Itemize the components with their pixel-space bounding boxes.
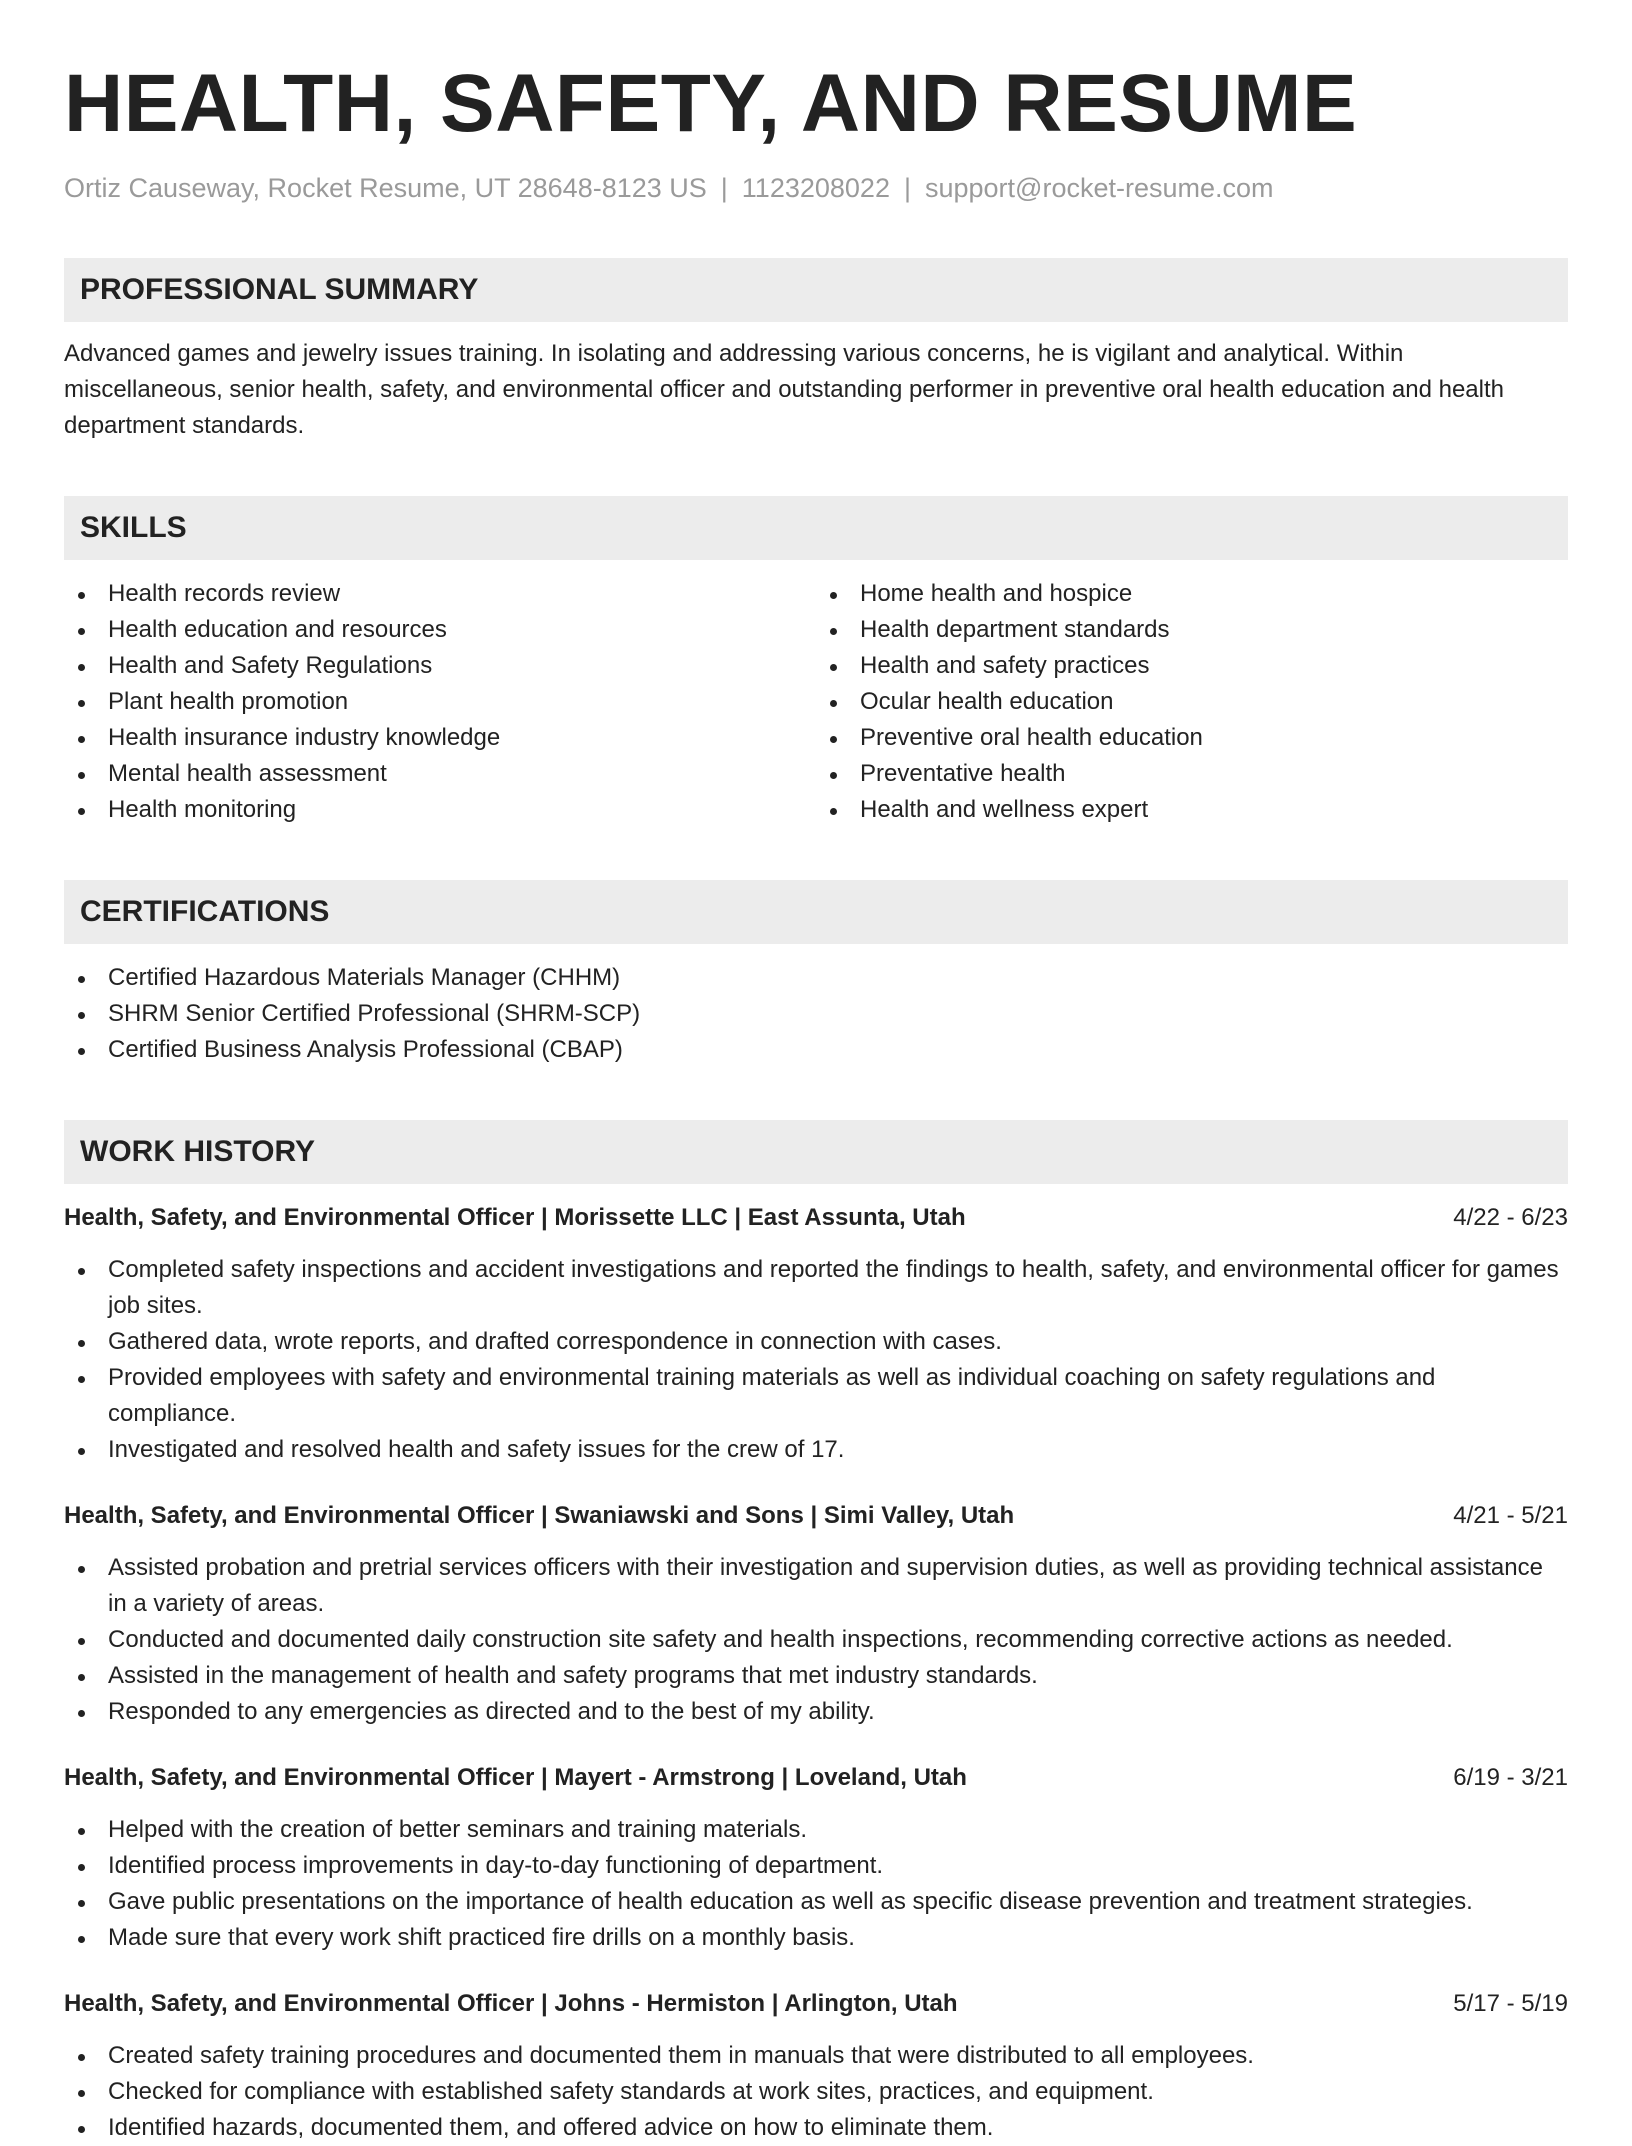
skill-item: Ocular health education [816, 684, 1568, 720]
job-bullets [64, 1550, 1568, 1730]
contact-line [64, 170, 1568, 206]
skills-column-right [816, 576, 1568, 828]
skill-item: Home health and hospice [816, 576, 1568, 612]
job-title: Health, Safety, and Environmental Officer | Swaniawski and Sons | Simi Valley, Utah [64, 1502, 1015, 1529]
section-header-skills: SKILLS [64, 496, 1568, 560]
job-entry [64, 1986, 1568, 2146]
job-bullet: Assisted in the management of health and safety programs that met industry standards. [64, 1658, 1568, 1694]
skills-column-left [64, 576, 816, 828]
skill-item: Health and Safety Regulations [64, 648, 816, 684]
job-entry [64, 1498, 1568, 1730]
contact-email: support@rocket-resume.com [924, 173, 1274, 203]
contact-phone: 1123208022 [741, 173, 890, 203]
job-bullet: Identified hazards, documented them, and offered advice on how to eliminate them. [64, 2110, 1568, 2146]
skill-item: Plant health promotion [64, 684, 816, 720]
job-dates: 4/21 - 5/21 [1453, 1502, 1568, 1529]
job-bullet: Created safety training procedures and documented them in manuals that were distributed to all employees. [64, 2038, 1568, 2074]
job-bullet: Helped with the creation of better seminars and training materials. [64, 1812, 1568, 1848]
contact-separator: | [903, 173, 911, 203]
certification-item: SHRM Senior Certified Professional (SHRM-SCP) [64, 996, 1568, 1032]
job-header [64, 1760, 1568, 1796]
skill-item: Preventative health [816, 756, 1568, 792]
job-bullets [64, 2038, 1568, 2146]
job-bullet: Responded to any emergencies as directed and to the best of my ability. [64, 1694, 1568, 1730]
skill-item: Health insurance industry knowledge [64, 720, 816, 756]
job-title: Health, Safety, and Environmental Officer | Morissette LLC | East Assunta, Utah [64, 1204, 966, 1231]
job-entry [64, 1200, 1568, 1468]
job-title: Health, Safety, and Environmental Officer | Johns - Hermiston | Arlington, Utah [64, 1990, 958, 2017]
section-header-summary: PROFESSIONAL SUMMARY [64, 258, 1568, 322]
certification-item: Certified Business Analysis Professional (CBAP) [64, 1032, 1568, 1068]
job-header [64, 1986, 1568, 2022]
job-dates: 4/22 - 6/23 [1453, 1204, 1568, 1231]
job-bullet: Provided employees with safety and environmental training materials as well as individual coaching on safety regulations and compliance. [64, 1360, 1568, 1432]
skill-item: Mental health assessment [64, 756, 816, 792]
job-bullets [64, 1812, 1568, 1956]
skill-item: Health department standards [816, 612, 1568, 648]
job-bullets [64, 1252, 1568, 1468]
job-bullet: Gave public presentations on the importance of health education as well as specific disease prevention and treatment strategies. [64, 1884, 1568, 1920]
contact-separator: | [720, 173, 728, 203]
skill-item: Health monitoring [64, 792, 816, 828]
job-bullet: Made sure that every work shift practiced fire drills on a monthly basis. [64, 1920, 1568, 1956]
certification-item: Certified Hazardous Materials Manager (CHHM) [64, 960, 1568, 996]
job-dates: 5/17 - 5/19 [1453, 1990, 1568, 2017]
job-bullet: Identified process improvements in day-to-day functioning of department. [64, 1848, 1568, 1884]
job-bullet: Investigated and resolved health and safety issues for the crew of 17. [64, 1432, 1568, 1468]
section-header-work-history: WORK HISTORY [64, 1120, 1568, 1184]
skill-item: Preventive oral health education [816, 720, 1568, 756]
section-header-certifications: CERTIFICATIONS [64, 880, 1568, 944]
job-bullet: Gathered data, wrote reports, and drafted correspondence in connection with cases. [64, 1324, 1568, 1360]
job-header [64, 1200, 1568, 1236]
skill-item: Health and wellness expert [816, 792, 1568, 828]
job-header [64, 1498, 1568, 1534]
skill-item: Health records review [64, 576, 816, 612]
contact-address: Ortiz Causeway, Rocket Resume, UT 28648-8123 US [64, 173, 707, 203]
job-bullet: Assisted probation and pretrial services officers with their investigation and supervision duties, as well as providing technical assistance in a variety of areas. [64, 1550, 1568, 1622]
summary-text: Advanced games and jewelry issues training. In isolating and addressing various concerns, he is vigilant and analytical. Within miscellaneous, senior health, safety, and environmental officer and outstanding performer in preventive oral health education and health department standards. [64, 340, 1504, 439]
certifications-list [64, 960, 1568, 1068]
job-bullet: Checked for compliance with established safety standards at work sites, practices, and equipment. [64, 2074, 1568, 2110]
skills-list [64, 576, 1568, 828]
skill-item: Health and safety practices [816, 648, 1568, 684]
job-title: Health, Safety, and Environmental Officer | Mayert - Armstrong | Loveland, Utah [64, 1764, 967, 1791]
job-bullet: Conducted and documented daily construction site safety and health inspections, recommending corrective actions as needed. [64, 1622, 1568, 1658]
resume-title: HEALTH, SAFETY, AND RESUME [64, 58, 1358, 149]
job-dates: 6/19 - 3/21 [1453, 1764, 1568, 1791]
job-bullet: Completed safety inspections and accident investigations and reported the findings to health, safety, and environmental officer for games job sites. [64, 1252, 1568, 1324]
job-entry [64, 1760, 1568, 1956]
skill-item: Health education and resources [64, 612, 816, 648]
